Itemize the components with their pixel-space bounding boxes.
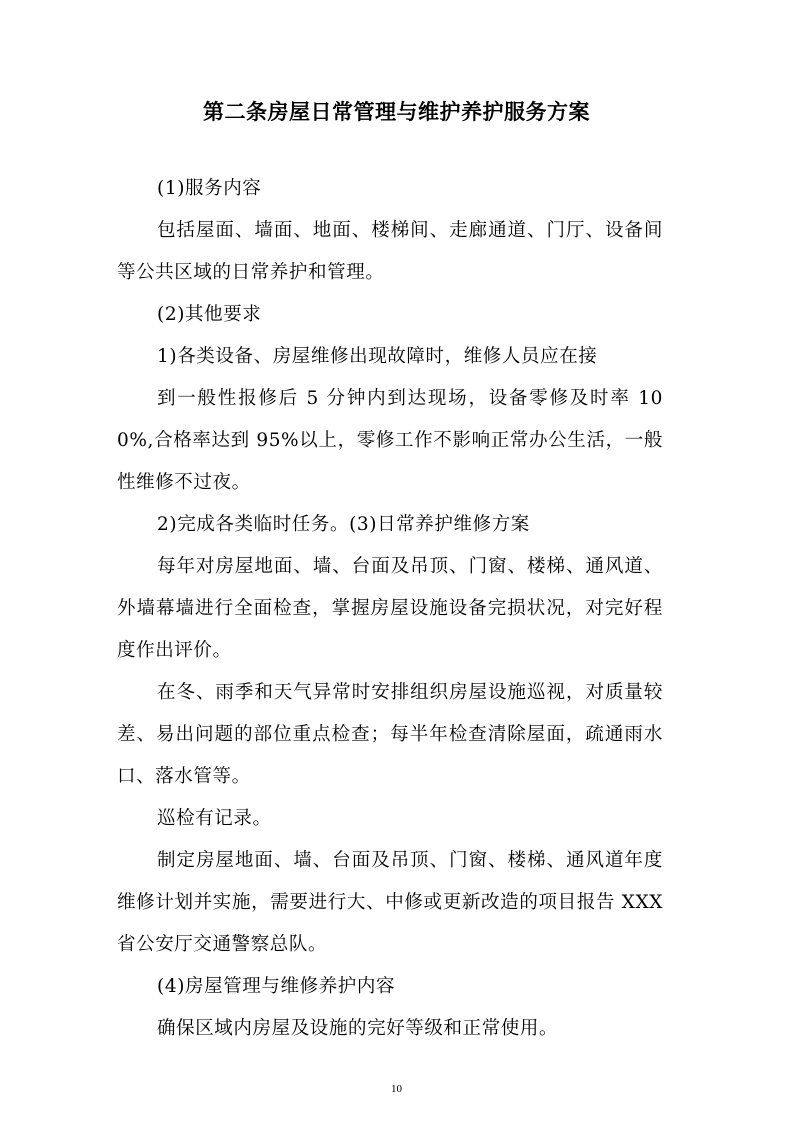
paragraph-maintenance-content-heading: (4)房屋管理与维修养护内容 [157,976,396,997]
paragraph-service-scope: 包括屋面、墙面、地面、楼梯间、走廊通道、门厅、设备间等公共区域的日常养护和管理。 [117,220,663,283]
paragraph-annual-inspection: 每年对房屋地面、墙、台面及吊顶、门窗、楼梯、通风道、外墙幕墙进行全面检查，掌握房屋设施设备完损状况，对完好程度作出评价。 [117,556,663,661]
paragraph-inspection-record: 巡检有记录。 [157,808,272,829]
paragraph-other-requirements-heading: (2)其他要求 [157,304,262,325]
page-number: 10 [391,1083,402,1095]
paragraph-response-time: 到一般性报修后 5 分钟内到达现场，设备零修及时率 100%,合格率达到 95%以上，零修工作不影响正常办公生活，一般性维修不过夜。 [117,388,663,493]
paragraph-ensure-condition: 确保区域内房屋及设施的完好等级和正常使用。 [157,1018,559,1039]
document-body [117,168,663,1050]
document-title: 第二条房屋日常管理与维护养护服务方案 [203,100,590,124]
paragraph-requirement-2-and-plan-heading: 2)完成各类临时任务。(3)日常养护维修方案 [157,514,530,535]
paragraph-seasonal-inspection: 在冬、雨季和天气异常时安排组织房屋设施巡视，对质量较差、易出问题的部位重点检查；每半年检查清除屋面，疏通雨水口、落水管等。 [117,682,663,787]
paragraph-requirement-1: 1)各类设备、房屋维修出现故障时，维修人员应在接 [157,346,598,367]
paragraph-service-content-heading: (1)服务内容 [157,178,262,199]
paragraph-annual-plan: 制定房屋地面、墙、台面及吊顶、门窗、楼梯、通风道年度维修计划并实施，需要进行大、中修或更新改造的项目报告 XXX 省公安厅交通警察总队。 [117,850,663,955]
